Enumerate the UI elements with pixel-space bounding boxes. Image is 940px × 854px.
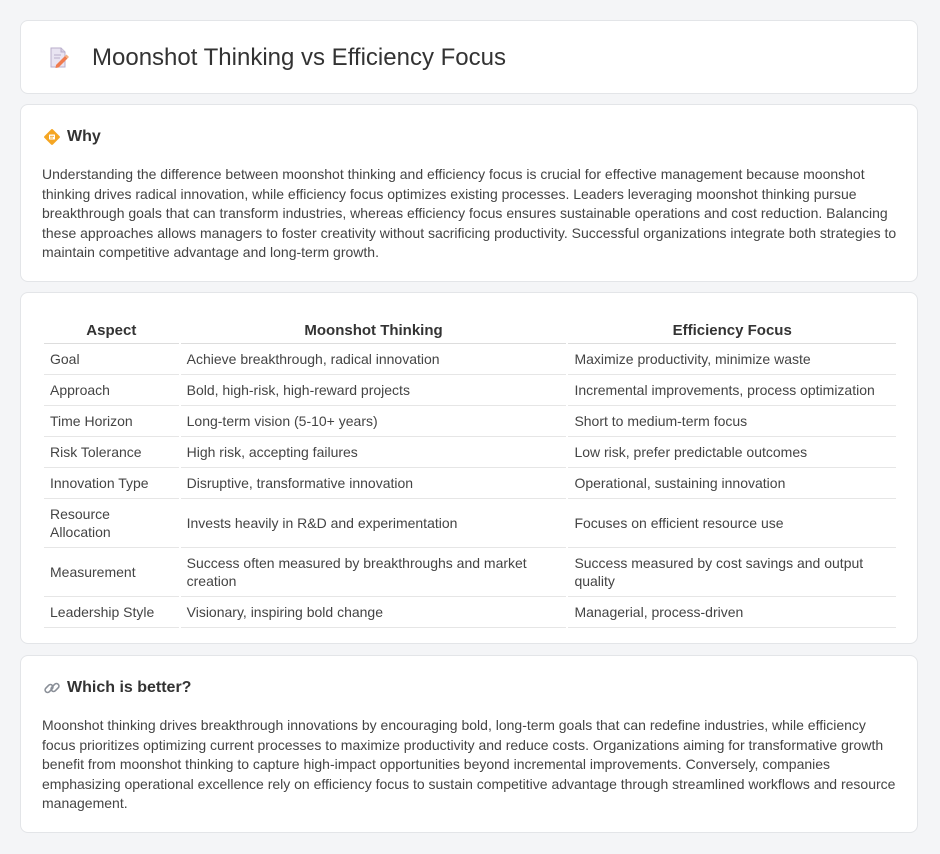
cell-aspect: Goal [44, 344, 179, 375]
header-efficiency: Efficiency Focus [568, 313, 896, 344]
document-pencil-icon [48, 46, 70, 70]
cell-efficiency: Short to medium-term focus [568, 406, 896, 437]
cell-aspect: Innovation Type [44, 468, 179, 499]
diamond-warning-icon [43, 128, 61, 146]
table-row [44, 344, 896, 375]
cell-aspect: Risk Tolerance [44, 437, 179, 468]
better-title: Which is better? [67, 679, 192, 696]
cell-efficiency: Managerial, process-driven [568, 597, 896, 628]
cell-moonshot: High risk, accepting failures [181, 437, 567, 468]
why-header [43, 127, 101, 147]
header-moonshot: Moonshot Thinking [181, 313, 567, 344]
cell-moonshot: Success often measured by breakthroughs and market creation [181, 548, 567, 597]
cell-aspect: Time Horizon [44, 406, 179, 437]
cell-efficiency: Operational, sustaining innovation [568, 468, 896, 499]
table-header-row [44, 313, 896, 344]
table-row [44, 597, 896, 628]
table-row [44, 375, 896, 406]
why-section [20, 104, 918, 282]
page-title: Moonshot Thinking vs Efficiency Focus [92, 44, 506, 71]
why-title: Why [67, 128, 101, 145]
cell-aspect: Resource Allocation [44, 499, 179, 548]
cell-efficiency: Low risk, prefer predictable outcomes [568, 437, 896, 468]
cell-moonshot: Disruptive, transformative innovation [181, 468, 567, 499]
table-row [44, 548, 896, 597]
comparison-table [42, 313, 898, 628]
cell-moonshot: Bold, high-risk, high-reward projects [181, 375, 567, 406]
cell-moonshot: Visionary, inspiring bold change [181, 597, 567, 628]
cell-moonshot: Long-term vision (5-10+ years) [181, 406, 567, 437]
better-text: Moonshot thinking drives breakthrough innovations by encouraging bold, long-term goals that can redefine industries, while efficiency focus prioritizes optimizing current processes to maximize productivity and reduce costs. Organizations aiming for transformative growth benefit from moonshot thinking to capture high-impact opportunities beyond incremental improvements. Conversely, companies emphasizing operational excellence rely on efficiency focus to sustain competitive advantage through streamlined workflows and resource management. [42, 717, 896, 811]
link-icon [43, 679, 61, 697]
better-header [43, 678, 191, 698]
cell-moonshot: Invests heavily in R&D and experimentation [181, 499, 567, 548]
title-card [20, 20, 918, 94]
table-row [44, 437, 896, 468]
comparison-section [20, 292, 918, 644]
cell-aspect: Approach [44, 375, 179, 406]
header-aspect: Aspect [44, 313, 179, 344]
cell-efficiency: Incremental improvements, process optimization [568, 375, 896, 406]
why-text: Understanding the difference between moonshot thinking and efficiency focus is crucial for effective management because moonshot thinking drives radical innovation, while efficiency focus optimizes existing processes. Leaders leveraging moonshot thinking pursue breakthrough goals that can transform industries, whereas efficiency focus ensures sustainable operations and cost reduction. Balancing these approaches allows managers to foster creativity without sacrificing productivity. Successful organizations integrate both strategies to maintain competitive advantage and long-term growth. [42, 166, 897, 260]
cell-efficiency: Maximize productivity, minimize waste [568, 344, 896, 375]
table-row [44, 406, 896, 437]
cell-efficiency: Focuses on efficient resource use [568, 499, 896, 548]
cell-efficiency: Success measured by cost savings and output quality [568, 548, 896, 597]
table-row [44, 499, 896, 548]
cell-moonshot: Achieve breakthrough, radical innovation [181, 344, 567, 375]
which-is-better-section [20, 655, 918, 833]
table-row [44, 468, 896, 499]
cell-aspect: Measurement [44, 548, 179, 597]
cell-aspect: Leadership Style [44, 597, 179, 628]
